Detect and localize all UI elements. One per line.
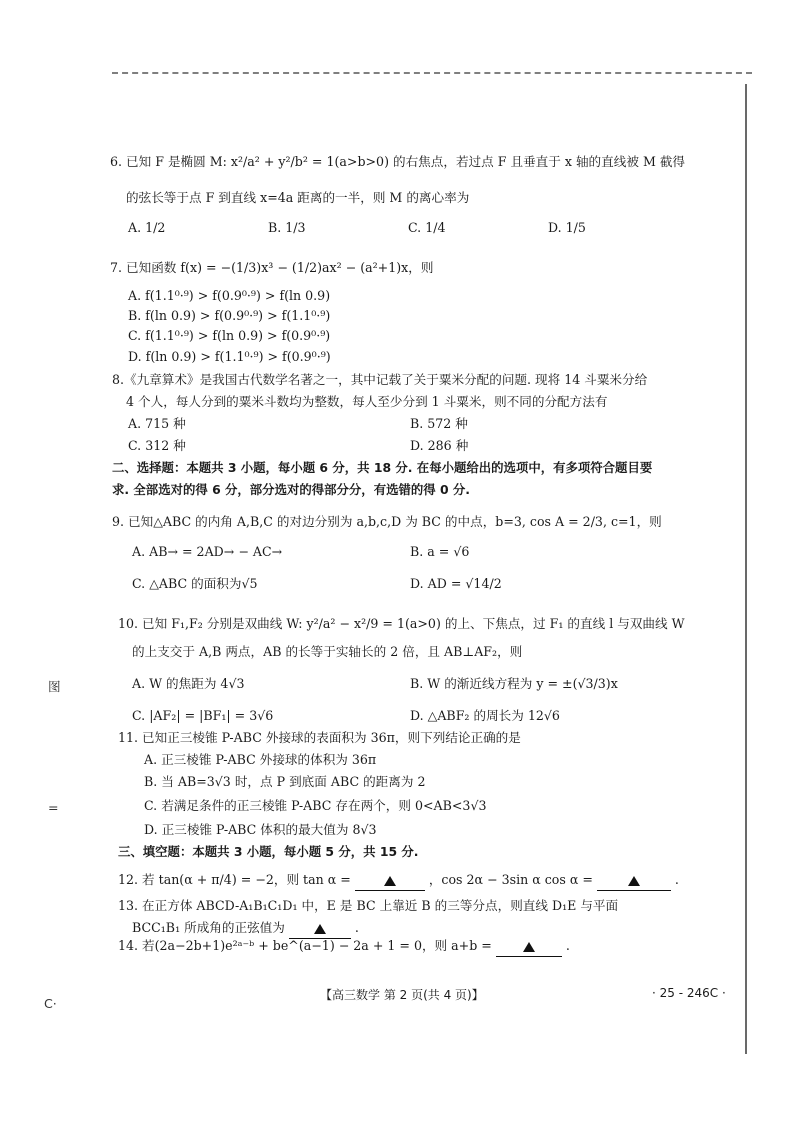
answer-triangle-icon [523, 942, 535, 952]
q7-option-d: D. f(ln 0.9) > f(1.1⁰·⁹) > f(0.9⁰·⁹) [128, 349, 331, 364]
q8-option-c: C. 312 种 [128, 438, 186, 453]
q10-option-a: A. W 的焦距为 4√3 [132, 676, 245, 691]
q13-end: . [354, 920, 359, 935]
q11-stem: 11. 已知正三棱锥 P-ABC 外接球的表面积为 36π，则下列结论正确的是 [118, 730, 521, 745]
q10-option-c: C. |AF₂| = |BF₁| = 3√6 [132, 708, 274, 723]
q9-option-b: B. a = √6 [410, 544, 470, 559]
right-scan-line [745, 84, 747, 1054]
q10-line2: 的上支交于 A,B 两点，AB 的长等于实轴长的 2 倍，且 AB⊥AF₂，则 [132, 644, 523, 659]
q10-line1: 10. 已知 F₁,F₂ 分别是双曲线 W: y²/a² − x²/9 = 1(a>0) 的上、下焦点，过 F₁ 的直线 l 与双曲线 W [118, 616, 685, 631]
q11-option-d: D. 正三棱锥 P-ABC 体积的最大值为 8√3 [144, 822, 377, 837]
q12-end: . [674, 872, 679, 887]
q6-line1: 6. 已知 F 是椭圆 M: x²/a² + y²/b² = 1(a>b>0) 的右焦点，若过点 F 且垂直于 x 轴的直线被 M 截得 [110, 154, 686, 169]
q14-end: . [565, 938, 570, 953]
q14-blank[interactable] [496, 936, 562, 957]
q12-blank-2[interactable] [597, 870, 671, 891]
q8-option-d: D. 286 种 [410, 438, 469, 453]
q6-option-a: A. 1/2 [128, 220, 166, 235]
q8-line2: 4 个人，每人分到的粟米斗数均为整数，每人至少分到 1 斗粟米，则不同的分配方法有 [126, 394, 608, 409]
q8-option-b: B. 572 种 [410, 416, 468, 431]
q7-option-c: C. f(1.1⁰·⁹) > f(ln 0.9) > f(0.9⁰·⁹) [128, 328, 331, 343]
q12-part2: ，cos 2α − 3sin α cos α = [428, 872, 593, 887]
footer-page-info: 【高三数学 第 2 页(共 4 页)】 [320, 988, 484, 1002]
q8-line1: 8.《九章算术》是我国古代数学名著之一，其中记载了关于粟米分配的问题. 现将 14 斗粟米分给 [112, 372, 648, 387]
q7-option-a: A. f(1.1⁰·⁹) > f(0.9⁰·⁹) > f(ln 0.9) [128, 288, 331, 303]
section2-line1: 二、选择题：本题共 3 小题，每小题 6 分，共 18 分. 在每小题给出的选项中，有多项符合题目要 [112, 460, 653, 475]
footer-code: · 25 - 246C · [652, 986, 726, 1000]
q12-line [118, 870, 679, 891]
q10-option-b: B. W 的渐近线方程为 y = ±(√3/3)x [410, 676, 618, 691]
top-scan-line [112, 72, 752, 78]
q9-option-d: D. AD = √14/2 [410, 576, 502, 591]
q14-text: 14. 若(2a−2b+1)e²ᵃ⁻ᵇ + be^(a−1) − 2a + 1 = 0，则 a+b = [118, 938, 492, 953]
q10-option-d: D. △ABF₂ 的周长为 12√6 [410, 708, 560, 723]
margin-mark-1: 图 [48, 679, 61, 694]
q9-option-c: C. △ABC 的面积为√5 [132, 576, 258, 591]
q8-option-a: A. 715 种 [128, 416, 186, 431]
q6-option-d: D. 1/5 [548, 220, 586, 235]
section3-heading: 三、填空题：本题共 3 小题，每小题 5 分，共 15 分. [118, 844, 419, 859]
q7-option-b: B. f(ln 0.9) > f(0.9⁰·⁹) > f(1.1⁰·⁹) [128, 308, 331, 323]
answer-triangle-icon [628, 876, 640, 886]
q6-option-c: C. 1/4 [408, 220, 446, 235]
q6-line2: 的弦长等于点 F 到直线 x=4a 距离的一半，则 M 的离心率为 [126, 190, 470, 205]
q11-option-a: A. 正三棱锥 P-ABC 外接球的体积为 36π [144, 752, 377, 767]
answer-triangle-icon [384, 876, 396, 886]
answer-triangle-icon [314, 924, 326, 934]
q6-option-b: B. 1/3 [268, 220, 306, 235]
q13-line1: 13. 在正方体 ABCD-A₁B₁C₁D₁ 中，E 是 BC 上靠近 B 的三等分点，则直线 D₁E 与平面 [118, 898, 619, 913]
q13-line2-text: BCC₁B₁ 所成角的正弦值为 [132, 920, 285, 935]
q9-option-a: A. AB→ = 2AD→ − AC→ [132, 544, 283, 559]
q14-line [118, 936, 570, 957]
q9-stem: 9. 已知△ABC 的内角 A,B,C 的对边分别为 a,b,c,D 为 BC 的中点，b=3, cos A = 2/3, c=1，则 [112, 514, 662, 529]
q12-part1: 12. 若 tan(α + π/4) = −2，则 tan α = [118, 872, 351, 887]
q7-stem: 7. 已知函数 f(x) = −(1/3)x³ − (1/2)ax² − (a²+1)x，则 [110, 260, 434, 275]
margin-mark-2: = [48, 800, 59, 815]
q11-option-b: B. 当 AB=3√3 时，点 P 到底面 ABC 的距离为 2 [144, 774, 426, 789]
q12-blank-1[interactable] [355, 870, 425, 891]
q11-option-c: C. 若满足条件的正三棱锥 P-ABC 存在两个，则 0<AB<3√3 [144, 798, 487, 813]
section2-line2: 求. 全部选对的得 6 分，部分选对的得部分分，有选错的得 0 分. [112, 482, 470, 497]
margin-mark-3: C· [44, 996, 57, 1011]
